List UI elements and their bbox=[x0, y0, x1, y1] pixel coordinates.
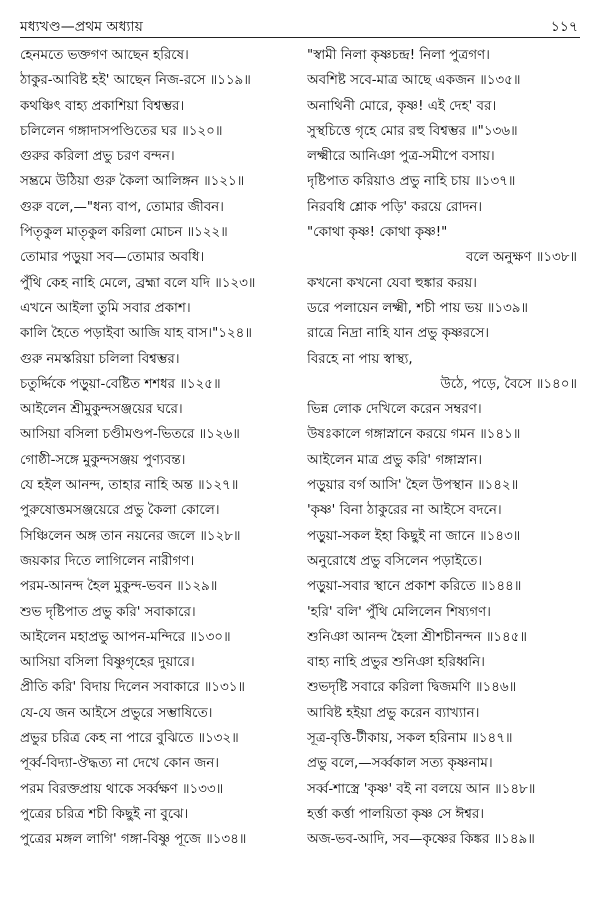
verse-line: আসিয়া বসিলা চণ্ডীমণ্ডপ-ভিতরে ॥১২৬॥ bbox=[20, 427, 240, 443]
verse-line: হেনমতে ভক্তগণ আছেন হরিষে। bbox=[20, 48, 189, 63]
page-header bbox=[20, 13, 580, 38]
verse-line: আইলেন মাত্র প্রভু করি' গঙ্গাস্নান। bbox=[307, 452, 483, 468]
verse-line: শুনিঞা আনন্দ হৈলা শ্রীশচীনন্দন ॥১৪৫॥ bbox=[307, 629, 527, 645]
verse-line: পুত্রের মঙ্গল লাগি' গঙ্গা-বিষ্ণু পূজে ॥১৩৪॥ bbox=[20, 832, 247, 848]
verse-line: সূত্র-বৃত্তি-টীকায়, সকল হরিনাম ॥১৪৭॥ bbox=[307, 731, 513, 747]
verse-line: বাহ্য নাহি প্রভুর শুনিঞা হরিধ্বনি। bbox=[307, 655, 485, 671]
verse-line: গুরু বলে,—"ধন্য বাপ, তোমার জীবন। bbox=[20, 199, 224, 215]
verse-line: অনুরোধে প্রভু বসিলেন পড়াইতে। bbox=[307, 553, 483, 569]
verse-line: ডরে পলায়েন লক্ষ্মী, শচী পায় ভয় ॥১৩৯॥ bbox=[307, 300, 528, 316]
verse-line: এখনে আইলা তুমি সবার প্রকাশ। bbox=[20, 300, 191, 316]
verse-line: লক্ষ্মীরে আনিঞা পুত্র-সমীপে বসায়। bbox=[307, 149, 495, 165]
verse-line: সুস্থচিত্তে গৃহে মোর রহু বিশ্বম্ভর ॥"১৩৬॥ bbox=[307, 123, 518, 139]
verse-line: শুভদৃষ্টি সবারে করিলা দ্বিজমণি ॥১৪৬॥ bbox=[307, 680, 517, 696]
verse-line: "স্বামী নিলা কৃষ্ণচন্দ্র! নিলা পুত্রগণ। bbox=[307, 48, 490, 63]
verse-line: অবশিষ্ট সবে-মাত্র আছে একজন ॥১৩৫॥ bbox=[307, 73, 521, 89]
verse-line: পরম বিরক্তপ্রায় থাকে সর্ব্বক্ষণ ॥১৩৩॥ bbox=[20, 781, 224, 797]
verse-line: কখনো কখনো যেবা হুঙ্কার করয়। bbox=[307, 275, 477, 291]
verse-line: বলে অনুক্ষণ ॥১৩৮॥ bbox=[465, 250, 577, 266]
verse-line: সিঞ্চিলেন অঙ্গ তান নয়নের জলে ॥১২৮॥ bbox=[20, 528, 241, 544]
verse-line: জয়কার দিতে লাগিলেন নারীগণ। bbox=[20, 553, 195, 569]
verse-line: অজ-ভব-আদি, সব—কৃষ্ণের কিঙ্কর ॥১৪৯॥ bbox=[307, 832, 535, 848]
verse-line: বিরহে না পায় স্বাস্থ্য, bbox=[307, 351, 413, 367]
verse-line: তোমার পড়ুয়া সব—তোমার অবধি। bbox=[20, 250, 205, 266]
verse-line: পুঁথি কেহ নাহি মেলে, ব্রহ্মা বলে যদি ॥১২৩॥ bbox=[20, 275, 256, 291]
verse-line: সর্ব্ব-শাস্ত্রে 'কৃষ্ণ' বই না বলয়ে আন ॥১৪৮॥ bbox=[307, 781, 536, 797]
verse-line: দৃষ্টিপাত করিয়াও প্রভু নাহি চায় ॥১৩৭॥ bbox=[307, 174, 516, 190]
verse-line: 'কৃষ্ণ' বিনা ঠাকুরের না আইসে বদনে। bbox=[307, 503, 502, 519]
verse-line: পুরুষোত্তমসঞ্জয়েরে প্রভু কৈলা কোলে। bbox=[20, 503, 220, 519]
verse-line: পূর্ব্ব-বিদ্যা-ঔদ্ধত্য না দেখে কোন জন। bbox=[20, 756, 220, 772]
verse-line: অনাথিনী মোরে, কৃষ্ণ! এই দেহ' বর। bbox=[307, 98, 497, 114]
verse-line: উঠে, পড়ে, বৈসে ॥১৪০॥ bbox=[440, 376, 577, 392]
verse-line: পুত্রের চরিত্র শচী কিছুই না বুঝে। bbox=[20, 806, 189, 822]
verse-line: আবিষ্ট হইয়া প্রভু করেন ব্যাখ্যান। bbox=[307, 705, 480, 721]
verse-line: পড়ুয়া-সবার স্থানে প্রকাশ করিতে ॥১৪৪॥ bbox=[307, 579, 522, 595]
page-number: ১১৭ bbox=[550, 19, 578, 35]
verse-line: "কোথা কৃষ্ণ! কোথা কৃষ্ণ!" bbox=[307, 225, 448, 241]
verse-line: আসিয়া বসিলা বিষ্ণুগৃহের দুয়ারে। bbox=[20, 655, 195, 671]
verse-line: চতুর্দ্দিকে পড়ুয়া-বেষ্টিত শশধর ॥১২৫॥ bbox=[20, 376, 221, 392]
running-title: মধ্যখণ্ড—প্রথম অধ্যায় bbox=[20, 19, 143, 35]
verse-line: আইলেন শ্রীমুকুন্দসঞ্জয়ের ঘরে। bbox=[20, 402, 183, 418]
verse-line: পিতৃকুল মাতৃকুল করিলা মোচন ॥১২২॥ bbox=[20, 225, 228, 241]
verse-line: পরম-আনন্দ হৈল মুকুন্দ-ভবন ॥১২৯॥ bbox=[20, 579, 218, 595]
verse-line: ঠাকুর-আবিষ্ট হই' আছেন নিজ-রসে ॥১১৯॥ bbox=[20, 73, 251, 89]
verse-line: শুভ দৃষ্টিপাত প্রভু করি' সবাকারে। bbox=[20, 604, 196, 620]
verse-line: গুরু নমস্করিয়া চলিলা বিশ্বম্ভর। bbox=[20, 351, 180, 367]
verse-line: আইলেন মহাপ্রভু আপন-মন্দিরে ॥১৩০॥ bbox=[20, 629, 231, 645]
verse-line: কথঞ্চিৎ বাহ্য প্রকাশিয়া বিশ্বম্ভর। bbox=[20, 98, 185, 114]
verse-line: রাত্রে নিদ্রা নাহি যান প্রভু কৃষ্ণরসে। bbox=[307, 326, 490, 342]
verse-line: সম্ভ্রমে উঠিয়া গুরু কৈলা আলিঙ্গন ॥১২১॥ bbox=[20, 174, 245, 190]
right-column bbox=[307, 43, 577, 853]
verse-line: যে হইল আনন্দ, তাহার নাহি অন্ত ॥১২৭॥ bbox=[20, 478, 239, 494]
verse-line: নিরবধি শ্লোক পড়ি' করয়ে রোদন। bbox=[307, 199, 483, 215]
verse-line: কালি হৈতে পড়াইবা আজি যাহ বাস।"১২৪॥ bbox=[20, 326, 252, 342]
verse-line: চলিলেন গঙ্গাদাসপণ্ডিতের ঘর ॥১২০॥ bbox=[20, 123, 223, 139]
verse-line: প্রভু বলে,—সর্ব্বকাল সত্য কৃষ্ণনাম। bbox=[307, 756, 493, 772]
verse-line: 'হরি' বলি' পুঁথি মেলিলেন শিষ্যগণ। bbox=[307, 604, 491, 620]
verse-line: যে-যে জন আইসে প্রভুরে সম্ভাষিতে। bbox=[20, 705, 213, 721]
verse-line: প্রভুর চরিত্র কেহ না পারে বুঝিতে ॥১৩২॥ bbox=[20, 731, 239, 747]
verse-line: উষঃকালে গঙ্গাস্নানে করয়ে গমন ॥১৪১॥ bbox=[307, 427, 521, 443]
verse-line: গোষ্ঠী-সঙ্গে মুকুন্দসঞ্জয় পুণ্যবন্ত। bbox=[20, 452, 186, 468]
verse-line: প্রীতি করি' বিদায় দিলেন সবাকারে ॥১৩১॥ bbox=[20, 680, 245, 696]
verse-line: ভিন্ন লোক দেখিলে করেন সম্বরণ। bbox=[307, 402, 482, 418]
verse-line: হর্ত্তা কর্ত্তা পালয়িতা কৃষ্ণ সে ঈশ্বর। bbox=[307, 806, 485, 822]
left-column bbox=[20, 43, 290, 853]
verse-line: পড়ুয়া-সকল ইহা কিছুই না জানে ॥১৪৩॥ bbox=[307, 528, 521, 544]
verse-line: গুরুর করিলা প্রভু চরণ বন্দন। bbox=[20, 149, 175, 165]
verse-line: পড়ুয়ার বর্গ আসি' হৈল উপস্থান ॥১৪২॥ bbox=[307, 478, 519, 494]
